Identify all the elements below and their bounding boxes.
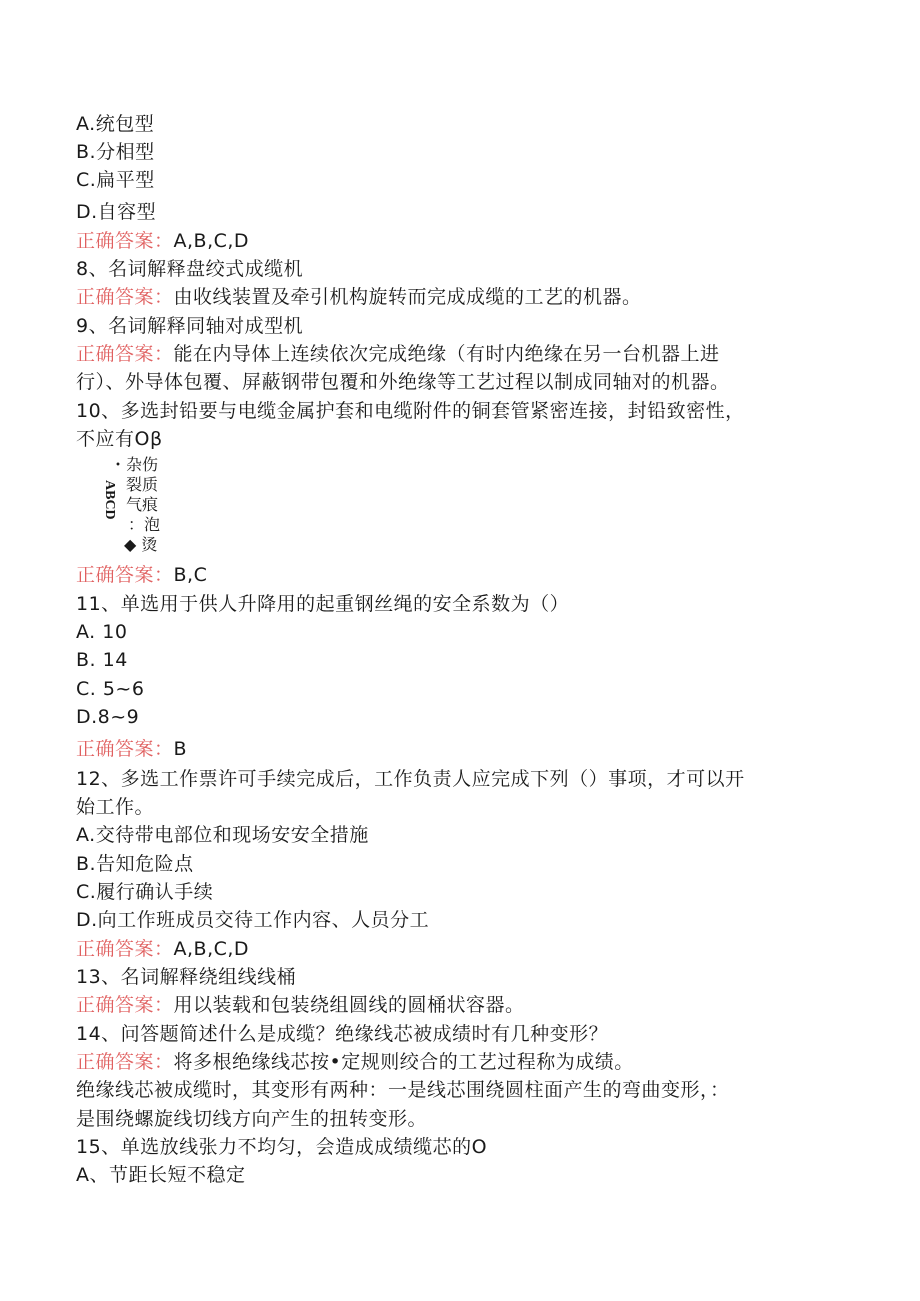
answer-label: 正确答案： xyxy=(76,1051,174,1073)
q14-answer-line xyxy=(76,1050,634,1074)
q13-title: 13、名词解释绕组线线桶 xyxy=(76,966,297,988)
q11-option-a: A. 10 xyxy=(76,621,128,643)
q10-option-e: ◆ 烫 xyxy=(124,535,158,554)
q14-answer-continuation: 绝缘线芯被成缆时，其变形有两种：一是线芯围绕圆柱面产生的弯曲变形，： xyxy=(76,1079,730,1101)
q11-option-b: B. 14 xyxy=(76,649,128,671)
answer-value: 由收线装置及牵引机构旋转而完成成缆的工艺的机器。 xyxy=(173,286,642,308)
q9-answer-line xyxy=(76,342,720,366)
q11-title: 11、单选用于供人升降用的起重钢丝绳的安全系数为（） xyxy=(76,593,570,615)
answer-label: 正确答案： xyxy=(76,230,174,252)
q8-answer-line xyxy=(76,285,642,309)
q10-title-continuation: 不应有Oβ xyxy=(76,428,163,450)
q9-answer-continuation: 行）、外导体包覆、屏蔽钢带包覆和外绝缘等工艺过程以制成同轴对的机器。 xyxy=(76,371,730,393)
q13-answer-line xyxy=(76,993,525,1017)
answer-label: 正确答案： xyxy=(76,994,174,1016)
q12-option-c: C.履行确认手续 xyxy=(76,881,214,903)
q12-option-d: D.向工作班成员交待工作内容、人员分工 xyxy=(76,909,430,931)
q7-option-d: D.自容型 xyxy=(76,201,157,223)
q10-option-c: 气痕 xyxy=(126,495,159,514)
q10-option-b: 裂质 xyxy=(126,475,159,494)
q11-answer-line xyxy=(76,737,187,761)
q12-option-a: A.交待带电部位和现场安安全措施 xyxy=(76,824,369,846)
q7-option-c: C.扁平型 xyxy=(76,169,155,191)
q9-title: 9、名词解释同轴对成型机 xyxy=(76,315,304,337)
answer-label: 正确答案： xyxy=(76,938,174,960)
answer-value: B xyxy=(173,738,188,760)
q14-title: 14、问答题简述什么是成缆？绝缘线芯被成绩时有几种变形？ xyxy=(76,1023,609,1045)
answer-label: 正确答案： xyxy=(76,286,174,308)
answer-label: 正确答案： xyxy=(76,343,174,365)
answer-value: A,B,C,D xyxy=(173,938,250,960)
q7-option-b: B.分相型 xyxy=(76,141,155,163)
q12-answer-line xyxy=(76,937,249,961)
q10-title: 10、多选封铅要与电缆金属护套和电缆附件的铜套管紧密连接，封铅致密性， xyxy=(76,400,745,422)
q10-answer-line xyxy=(76,563,207,587)
q11-option-d: D.8~9 xyxy=(76,706,140,728)
answer-value: B,C xyxy=(173,564,208,586)
answer-value: 能在内导体上连续依次完成绝缘（有时内绝缘在另一台机器上进 xyxy=(173,343,720,365)
answer-value: 用以装载和包装绕组圆线的圆桶状容器。 xyxy=(173,994,525,1016)
q10-option-letters: ABCD xyxy=(102,480,117,520)
q12-title-continuation: 始工作。 xyxy=(76,796,155,818)
q14-answer-continuation-2: 是围绕螺旋线切线方向产生的扭转变形。 xyxy=(76,1108,428,1130)
answer-label: 正确答案： xyxy=(76,564,174,586)
q8-title: 8、名词解释盘绞式成缆机 xyxy=(76,258,304,280)
answer-value: A,B,C,D xyxy=(173,230,250,252)
q11-option-c: C. 5~6 xyxy=(76,678,145,700)
q10-option-a: ・杂伤 xyxy=(110,455,159,474)
answer-value: 将多根绝缘线芯按•定规则绞合的工艺过程称为成绩。 xyxy=(173,1051,634,1073)
q15-option-a: A、节距长短不稳定 xyxy=(76,1164,246,1186)
q12-title: 12、多选工作票许可手续完成后，工作负责人应完成下列（）事项，才可以开 xyxy=(76,768,745,790)
q7-option-a: A.统包型 xyxy=(76,113,155,135)
q12-option-b: B.告知危险点 xyxy=(76,853,194,875)
answer-label: 正确答案： xyxy=(76,738,174,760)
q15-title: 15、单选放线张力不均匀，会造成成绩缆芯的O xyxy=(76,1136,488,1158)
q7-answer-line xyxy=(76,229,249,253)
q10-option-d: ：泡 xyxy=(128,515,161,534)
